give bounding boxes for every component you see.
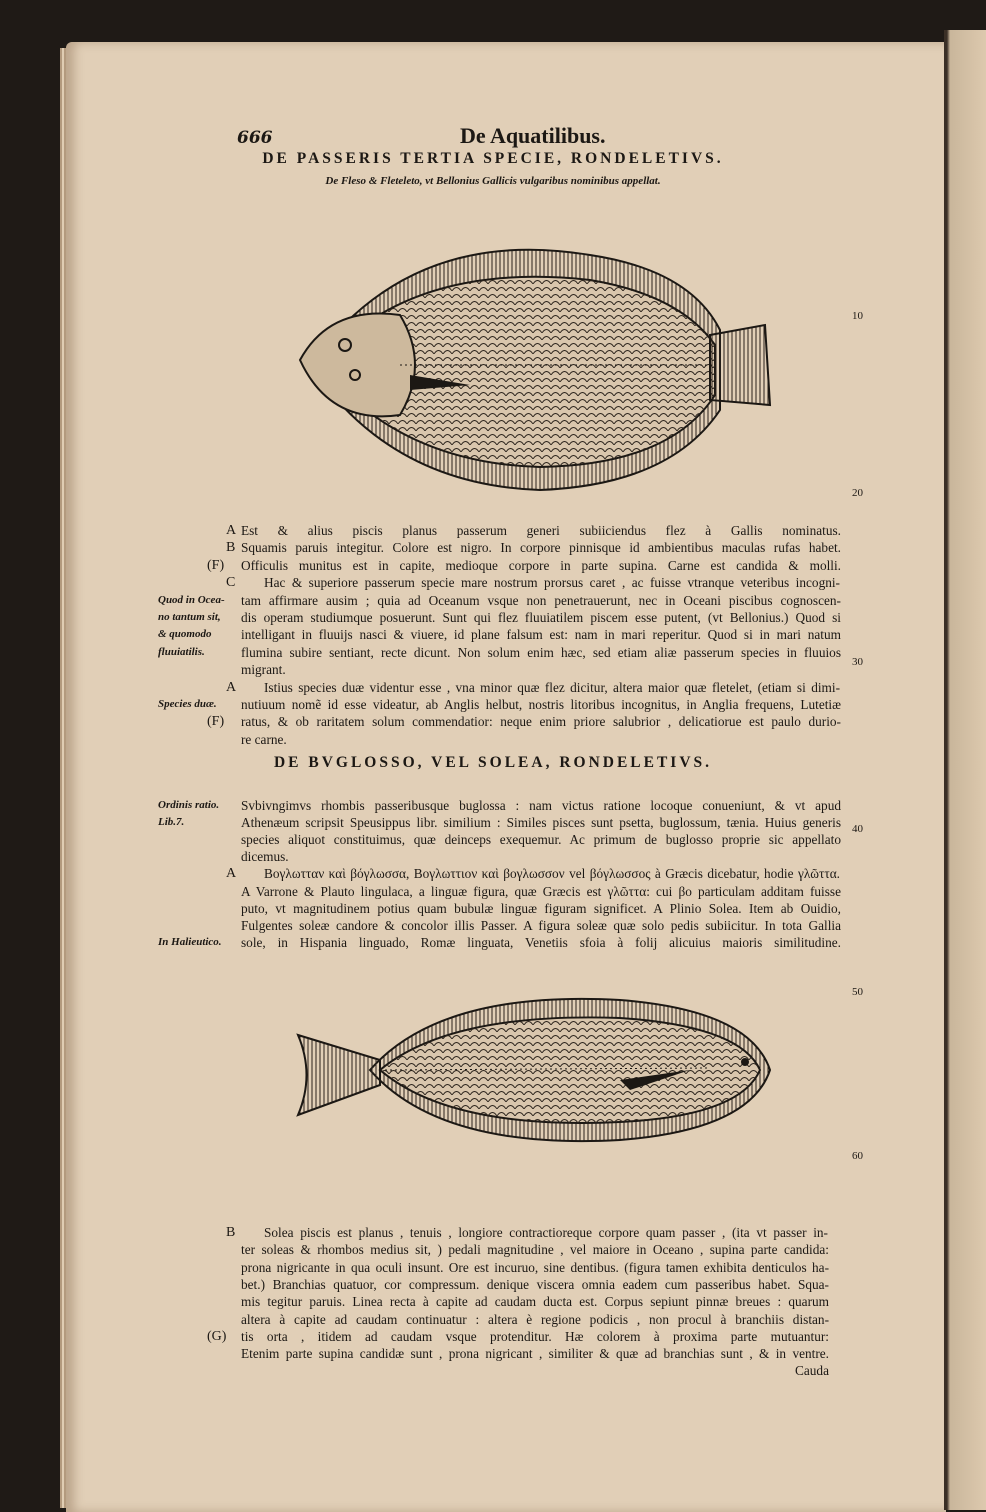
text-line: altera à capite ad caudam continuatur : altera è regione podicis , non procul à branchiis distan- [241,1312,829,1327]
text-line: Squamis paruis integitur. Colore est nigro. In corpore pinnisque id ambientibus maculas rufas habet. [241,540,841,555]
running-head: De Aquatilibus. [460,123,606,148]
folio-number: 666 [237,128,273,148]
paragraph-marker: (F) [207,714,225,729]
text-line: migrant. [241,662,286,677]
paragraph-marker: B [226,1225,236,1240]
paragraph-marker: A [226,523,237,538]
text-line: Cauda [795,1363,829,1378]
text-line: Istius species duæ videntur esse , vna minor quæ flez dicitur, altera maior quæ fletelet, (etiam si dimi- [264,680,840,695]
text-line: flumina subire sentiant, recte dicunt. Non solum enim hæc, sed etiam aliæ passerum species in fluuios [241,645,841,660]
text-line: Svbivngimvs rhombis passeribusque buglossa : nam victus ratione locoque conueniunt, & vt apud [241,798,841,813]
margin-note: In Halieutico. [158,936,222,948]
margin-note: Species duæ. [158,698,217,710]
text-line: Hac & superiore passerum specie mare nostrum prorsus caret , ac fuisse vtranque veteribus incogni- [264,575,840,590]
text-line: mis tegitur paruis. Linea recta à capite ad caudam ducta est. Corpus sepiunt pinnæ breues : quarum [241,1294,829,1309]
text-line: Est & alius piscis planus passerum generi subiiciendus flez à Gallis nominatus. [241,523,841,538]
text-line: tis orta , itidem ad caudam vsque protenditur. Hæ colorem à proxima parte mutuantur: [241,1329,829,1344]
text-line: ter soleas & rhombos medius sit, ) pedali magnitudine , vel maiore in Oceano , supina parte candida: [241,1242,829,1257]
paragraph-marker: C [226,575,236,590]
line-number: 60 [852,1150,863,1162]
text-line: Βογλωτταν καὶ βόγλωσσα, Βογλωττιον καὶ βογλωσσον vel βόγλωσσος à Græcis dicebatur, hodie γλῶττα. [264,866,840,881]
paragraph-marker: B [226,540,236,555]
text-line: prona nigricante in qua oculi insunt. Ore est incuruo, sine dentibus. (figura tamen exhibita denticulos ha- [241,1260,829,1275]
margin-note: fluuiatilis. [158,646,205,658]
margin-note: Ordinis ratio. [158,799,220,811]
paragraph-marker: A [226,866,237,881]
text-line: dis operam studiumque posuerunt. Sunt qui flez fluuiatilem piscem esse putent, (vt Bellonius.) Quod si [241,610,841,625]
line-number: 50 [852,986,863,998]
text-line: tam affirmare ausim ; quia ad Oceanum vsque non penetrauerunt, nec in Oceani piscibus cognoscen- [241,593,841,608]
text-line: bet.) Branchias quatuor, cor compressum. denique viscera omnia eadem cum passeribus habet. Squa- [241,1277,829,1292]
line-number: 10 [852,310,863,322]
margin-note: & quomodo [158,628,212,640]
text-line: Solea piscis est planus , tenuis , longiore contractioreque corpore quam passer , (ita vt passer in- [264,1225,828,1240]
text-line: ratus, & ob raritatem solum commendatior: neque enim priore salubrior , delicatiorue est paulo durio- [241,714,841,729]
section-title-passer: DE PASSERIS TERTIA SPECIE, RONDELETIVS. [262,150,724,167]
line-number: 30 [852,656,863,668]
text-line: intelligant in fluuijs nasci & viuere, id plane falsum est: nam in mari reperitur. Quod si in mari natum [241,627,841,642]
text-line: nutiuum nomẽ id esse videatur, ab Anglis helbut, nostris litoribus incognitus, in Anglia frequens, Lutetiæ [241,697,841,712]
text-line: A Varrone & Plauto lingulaca, a linguæ figura, quæ Græcis est γλῶττα: cui βο particulam additam fuisse [241,884,841,899]
text-line: Officulis munitus est in capite, medioque corpore in parte supina. Carne est candida & molli. [241,558,841,573]
paragraph-marker: (F) [207,558,225,573]
text-line: species aliquot constituimus, quæ deinceps exequemur. Ac primum de buglosso proprie sic appellato [241,832,841,847]
text-line: Athenæum scripsit Speusippus libr. similium : Similes pisces sunt psetta, buglossum, tænia. Huius generis [241,815,841,830]
flounder-woodcut [290,235,780,505]
text-line: Fulgentes soleæ candore & concolor illis Passer. A figura soleæ quæ solo pedis subiicitur. In tota Gallia [241,918,841,933]
text-line: Etenim parte supina candidæ sunt , prona nigricant , similiter & quæ ad branchias sunt , & in ventre. [241,1346,829,1361]
text-line: puto, vt magnitudinem potius quam bubulæ linguæ figuram significet. A Plinio Solea. Item ab Ouidio, [241,901,841,916]
sole-woodcut [290,990,780,1160]
margin-note: Lib.7. [158,816,185,828]
text-line: sole, in Hispania linguado, Romæ linguata, Venetiis sfoia à folij alicuius maioris similitudine. [241,935,841,950]
line-number: 20 [852,487,863,499]
margin-note: no tantum sit, [158,611,221,623]
text-line: re carne. [241,732,287,747]
paragraph-marker: (G) [207,1329,227,1344]
margin-note: Quod in Ocea- [158,594,225,606]
section-subtitle: De Fleso & Fleteleto, vt Bellonius Gallicis vulgaribus nominibus appellat. [325,175,661,187]
section-title-sole: DE BVGLOSSO, VEL SOLEA, RONDELETIVS. [273,754,713,771]
paragraph-marker: A [226,680,237,695]
line-number: 40 [852,823,863,835]
text-line: dicemus. [241,849,289,864]
